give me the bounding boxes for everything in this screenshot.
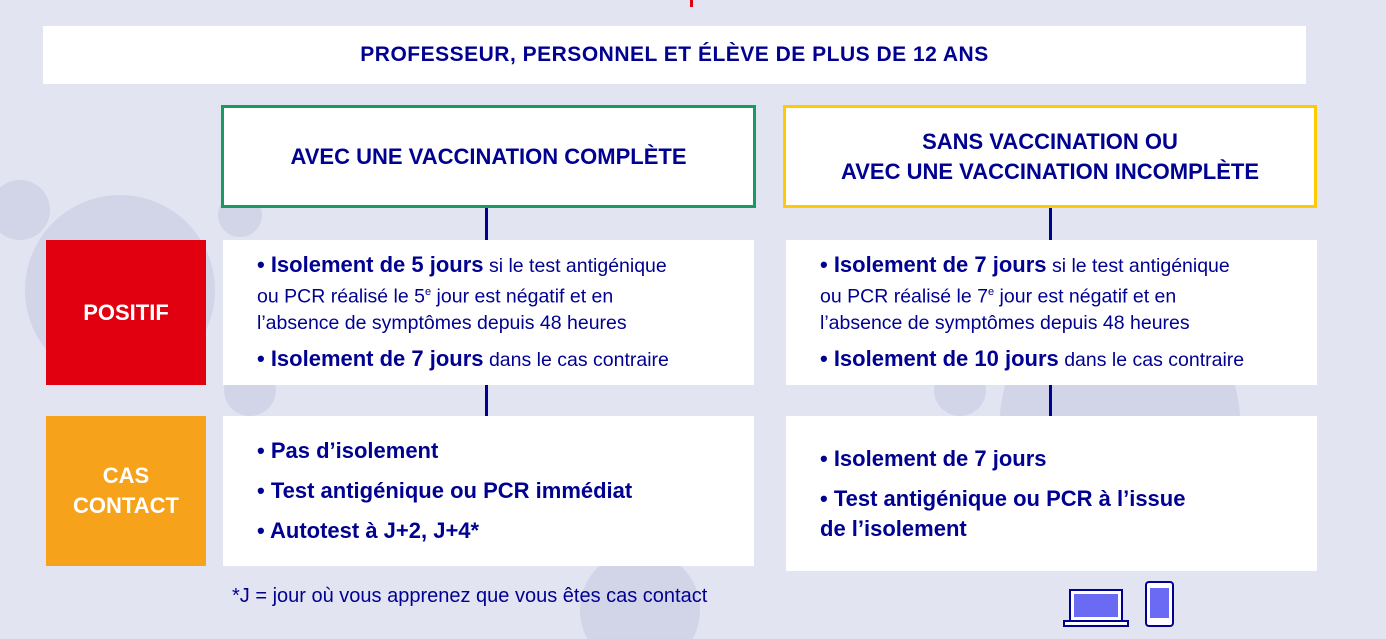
devices-illustration [1062, 580, 1182, 630]
connector-line [1049, 208, 1052, 240]
rule-item-continued: de l’isolement [820, 515, 967, 541]
footnote: *J = jour où vous apprenez que vous êtes cas contact [232, 585, 708, 607]
page-title-banner [43, 26, 1306, 84]
connector-line [485, 385, 488, 416]
rule-item: • Test antigénique ou PCR à l’issue [820, 485, 1186, 511]
column-header-incomplete [783, 105, 1317, 208]
laptop-icon [1064, 590, 1128, 626]
rule-item: • Isolement de 7 jours dans le cas contraire [257, 345, 669, 371]
row-label-cas-contact [46, 416, 206, 566]
connector-line [1049, 385, 1052, 416]
row-label-text: CONTACT [73, 493, 179, 518]
rule-item-continued: l’absence de symptômes depuis 48 heures [257, 311, 627, 334]
rule-item-continued: l’absence de symptômes depuis 48 heures [820, 311, 1190, 334]
smartphone-icon [1146, 582, 1173, 626]
row-label-text: CAS [102, 463, 150, 488]
rule-item: • Isolement de 7 jours [820, 445, 1047, 471]
cell-contact-complete [223, 416, 754, 566]
row-label-positif [46, 240, 206, 385]
page-title: PROFESSEUR, PERSONNEL ET ÉLÈVE DE PLUS DE 12 ANS [360, 43, 989, 66]
rule-item: • Isolement de 5 jours si le test antigénique [257, 252, 667, 278]
column-header-line: AVEC UNE VACCINATION INCOMPLÈTE [840, 158, 1259, 184]
row-label-text: POSITIF [83, 299, 169, 325]
rule-item: • Isolement de 10 jours dans le cas contraire [820, 345, 1245, 371]
rule-item: • Autotest à J+2, J+4* [257, 518, 480, 543]
rule-item-continued: ou PCR réalisé le 7e jour est négatif et en [820, 285, 1177, 308]
rule-item: • Isolement de 7 jours si le test antigénique [820, 252, 1230, 278]
cell-positif-complete [223, 240, 754, 385]
connector-line [485, 208, 488, 240]
top-accent-tick [690, 0, 693, 7]
cell-contact-incomplete [786, 416, 1317, 571]
column-header-line: SANS VACCINATION OU [922, 128, 1178, 154]
cell-positif-incomplete [786, 240, 1317, 385]
column-header-line: AVEC UNE VACCINATION COMPLÈTE [290, 143, 687, 169]
column-header-complete [221, 105, 756, 208]
rule-item: • Pas d’isolement [257, 438, 439, 463]
rule-item-continued: ou PCR réalisé le 5e jour est négatif et en [257, 285, 614, 308]
rule-item: • Test antigénique ou PCR immédiat [257, 478, 633, 503]
